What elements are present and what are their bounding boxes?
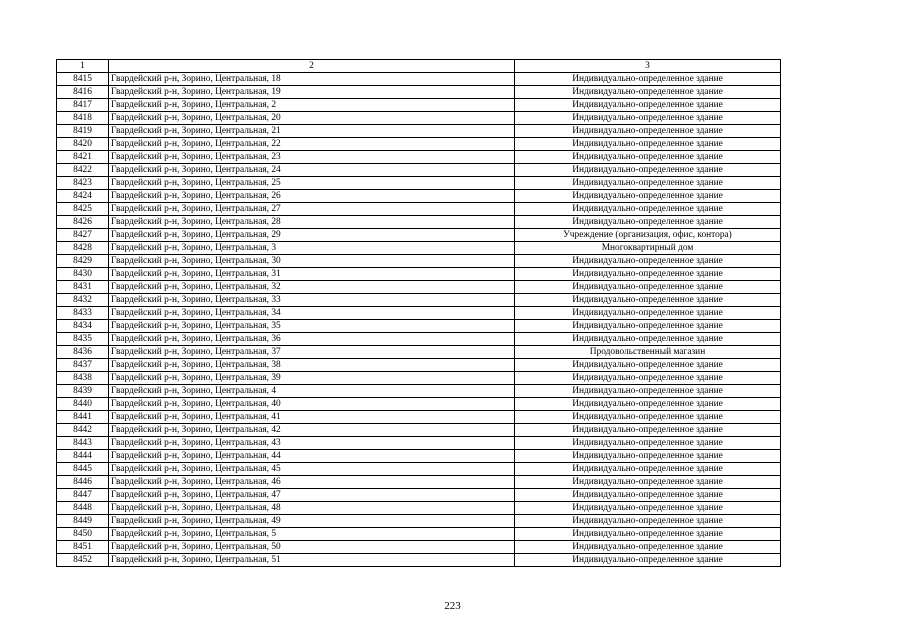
cell-object-type: Индивидуально-определенное здание [515,489,781,502]
cell-address: Гвардейский р-н, Зорино, Центральная, 18 [109,73,515,86]
cell-address: Гвардейский р-н, Зорино, Центральная, 42 [109,424,515,437]
table-row [57,372,781,385]
cell-address: Гвардейский р-н, Зорино, Центральная, 39 [109,372,515,385]
cell-address: Гвардейский р-н, Зорино, Центральная, 50 [109,541,515,554]
cell-object-type: Индивидуально-определенное здание [515,320,781,333]
cell-number: 8439 [57,385,109,398]
cell-address: Гвардейский р-н, Зорино, Центральная, 37 [109,346,515,359]
cell-number: 8420 [57,138,109,151]
cell-number: 8424 [57,190,109,203]
table-row [57,359,781,372]
table-row [57,190,781,203]
table-row [57,528,781,541]
table-body [57,73,781,567]
cell-object-type: Индивидуально-определенное здание [515,398,781,411]
table-row [57,333,781,346]
cell-number: 8421 [57,151,109,164]
cell-address: Гвардейский р-н, Зорино, Центральная, 46 [109,476,515,489]
cell-address: Гвардейский р-н, Зорино, Центральная, 40 [109,398,515,411]
cell-object-type: Индивидуально-определенное здание [515,424,781,437]
cell-object-type: Индивидуально-определенное здание [515,541,781,554]
cell-number: 8435 [57,333,109,346]
cell-object-type: Индивидуально-определенное здание [515,411,781,424]
registry-table [56,59,781,567]
cell-address: Гвардейский р-н, Зорино, Центральная, 28 [109,216,515,229]
cell-address: Гвардейский р-н, Зорино, Центральная, 32 [109,281,515,294]
cell-object-type: Индивидуально-определенное здание [515,476,781,489]
cell-number: 8438 [57,372,109,385]
cell-address: Гвардейский р-н, Зорино, Центральная, 4 [109,385,515,398]
table-row [57,294,781,307]
table-row [57,307,781,320]
table-row [57,346,781,359]
cell-object-type: Индивидуально-определенное здание [515,333,781,346]
cell-number: 8419 [57,125,109,138]
cell-number: 8427 [57,229,109,242]
table-row [57,125,781,138]
cell-address: Гвардейский р-н, Зорино, Центральная, 2 [109,99,515,112]
column-header-address: 2 [109,60,515,73]
cell-number: 8443 [57,437,109,450]
table-row [57,112,781,125]
table-row [57,229,781,242]
cell-number: 8417 [57,99,109,112]
cell-number: 8423 [57,177,109,190]
table-row [57,385,781,398]
table-row [57,73,781,86]
cell-object-type: Индивидуально-определенное здание [515,372,781,385]
cell-number: 8448 [57,502,109,515]
cell-number: 8442 [57,424,109,437]
table-row [57,541,781,554]
cell-object-type: Индивидуально-определенное здание [515,138,781,151]
cell-number: 8416 [57,86,109,99]
table-row [57,502,781,515]
cell-number: 8433 [57,307,109,320]
cell-object-type: Индивидуально-определенное здание [515,99,781,112]
cell-number: 8428 [57,242,109,255]
cell-object-type: Индивидуально-определенное здание [515,307,781,320]
table-row [57,164,781,177]
table-row [57,216,781,229]
cell-object-type: Индивидуально-определенное здание [515,463,781,476]
cell-object-type: Индивидуально-определенное здание [515,268,781,281]
table-row [57,255,781,268]
cell-object-type: Индивидуально-определенное здание [515,554,781,567]
cell-address: Гвардейский р-н, Зорино, Центральная, 49 [109,515,515,528]
cell-number: 8436 [57,346,109,359]
cell-number: 8431 [57,281,109,294]
table-row [57,554,781,567]
cell-address: Гвардейский р-н, Зорино, Центральная, 30 [109,255,515,268]
cell-number: 8450 [57,528,109,541]
cell-number: 8426 [57,216,109,229]
cell-number: 8434 [57,320,109,333]
cell-number: 8425 [57,203,109,216]
cell-address: Гвардейский р-н, Зорино, Центральная, 23 [109,151,515,164]
table-row [57,463,781,476]
cell-object-type: Индивидуально-определенное здание [515,86,781,99]
cell-number: 8432 [57,294,109,307]
cell-address: Гвардейский р-н, Зорино, Центральная, 33 [109,294,515,307]
cell-address: Гвардейский р-н, Зорино, Центральная, 45 [109,463,515,476]
cell-number: 8452 [57,554,109,567]
column-header-type: 3 [515,60,781,73]
table-row [57,281,781,294]
table-row [57,177,781,190]
cell-object-type: Индивидуально-определенное здание [515,255,781,268]
cell-object-type: Индивидуально-определенное здание [515,125,781,138]
cell-address: Гвардейский р-н, Зорино, Центральная, 3 [109,242,515,255]
cell-object-type: Индивидуально-определенное здание [515,281,781,294]
cell-object-type: Многоквартирный дом [515,242,781,255]
cell-object-type: Учреждение (организация, офис, контора) [515,229,781,242]
cell-number: 8418 [57,112,109,125]
cell-address: Гвардейский р-н, Зорино, Центральная, 24 [109,164,515,177]
cell-address: Гвардейский р-н, Зорино, Центральная, 22 [109,138,515,151]
cell-address: Гвардейский р-н, Зорино, Центральная, 38 [109,359,515,372]
cell-number: 8445 [57,463,109,476]
cell-address: Гвардейский р-н, Зорино, Центральная, 26 [109,190,515,203]
cell-address: Гвардейский р-н, Зорино, Центральная, 36 [109,333,515,346]
cell-object-type: Индивидуально-определенное здание [515,450,781,463]
table-row [57,489,781,502]
column-header-number: 1 [57,60,109,73]
cell-number: 8422 [57,164,109,177]
cell-object-type: Индивидуально-определенное здание [515,359,781,372]
cell-address: Гвардейский р-н, Зорино, Центральная, 34 [109,307,515,320]
cell-object-type: Индивидуально-определенное здание [515,177,781,190]
cell-object-type: Индивидуально-определенное здание [515,528,781,541]
cell-address: Гвардейский р-н, Зорино, Центральная, 19 [109,86,515,99]
cell-address: Гвардейский р-н, Зорино, Центральная, 5 [109,528,515,541]
table-row [57,450,781,463]
cell-object-type: Индивидуально-определенное здание [515,203,781,216]
cell-address: Гвардейский р-н, Зорино, Центральная, 35 [109,320,515,333]
cell-object-type: Индивидуально-определенное здание [515,164,781,177]
cell-address: Гвардейский р-н, Зорино, Центральная, 25 [109,177,515,190]
cell-address: Гвардейский р-н, Зорино, Центральная, 48 [109,502,515,515]
cell-address: Гвардейский р-н, Зорино, Центральная, 31 [109,268,515,281]
table-row [57,86,781,99]
cell-number: 8447 [57,489,109,502]
cell-address: Гвардейский р-н, Зорино, Центральная, 20 [109,112,515,125]
cell-object-type: Индивидуально-определенное здание [515,294,781,307]
cell-address: Гвардейский р-н, Зорино, Центральная, 21 [109,125,515,138]
cell-object-type: Индивидуально-определенное здание [515,437,781,450]
cell-number: 8440 [57,398,109,411]
cell-address: Гвардейский р-н, Зорино, Центральная, 29 [109,229,515,242]
table-row [57,515,781,528]
table-row [57,268,781,281]
cell-number: 8441 [57,411,109,424]
cell-number: 8437 [57,359,109,372]
cell-object-type: Индивидуально-определенное здание [515,216,781,229]
table-row [57,99,781,112]
table-row [57,424,781,437]
cell-number: 8415 [57,73,109,86]
table-row [57,398,781,411]
cell-number: 8429 [57,255,109,268]
cell-number: 8446 [57,476,109,489]
cell-address: Гвардейский р-н, Зорино, Центральная, 47 [109,489,515,502]
cell-object-type: Индивидуально-определенное здание [515,502,781,515]
cell-number: 8444 [57,450,109,463]
cell-address: Гвардейский р-н, Зорино, Центральная, 43 [109,437,515,450]
cell-object-type: Индивидуально-определенное здание [515,112,781,125]
cell-address: Гвардейский р-н, Зорино, Центральная, 51 [109,554,515,567]
cell-object-type: Индивидуально-определенное здание [515,73,781,86]
table-row [57,320,781,333]
table-header [57,60,781,73]
table-row [57,138,781,151]
table-row [57,151,781,164]
table-row [57,476,781,489]
cell-address: Гвардейский р-н, Зорино, Центральная, 27 [109,203,515,216]
cell-address: Гвардейский р-н, Зорино, Центральная, 44 [109,450,515,463]
header-row [57,60,781,73]
page-number: 223 [444,600,461,612]
cell-object-type: Индивидуально-определенное здание [515,515,781,528]
table-row [57,437,781,450]
cell-object-type: Индивидуально-определенное здание [515,385,781,398]
cell-number: 8449 [57,515,109,528]
cell-number: 8451 [57,541,109,554]
cell-object-type: Продовольственный магазин [515,346,781,359]
cell-object-type: Индивидуально-определенное здание [515,151,781,164]
table-row [57,242,781,255]
cell-address: Гвардейский р-н, Зорино, Центральная, 41 [109,411,515,424]
table-row [57,411,781,424]
table-row [57,203,781,216]
cell-object-type: Индивидуально-определенное здание [515,190,781,203]
cell-number: 8430 [57,268,109,281]
